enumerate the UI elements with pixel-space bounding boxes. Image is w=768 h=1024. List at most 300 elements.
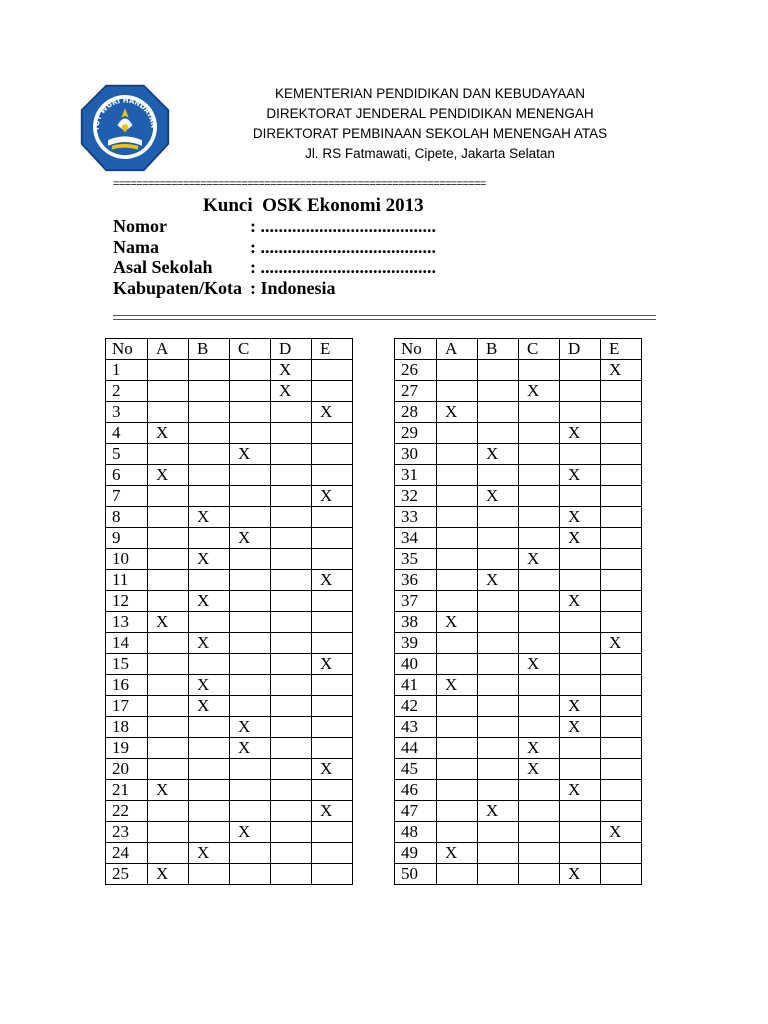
ministry-logo: [78, 80, 172, 174]
answer-cell: [437, 381, 478, 402]
answer-mark: X: [189, 591, 230, 612]
column-header: D: [560, 339, 601, 360]
table-row: [395, 423, 642, 444]
table-row: [395, 675, 642, 696]
answer-cell: [437, 633, 478, 654]
answer-cell: [601, 675, 642, 696]
answer-cell: [601, 780, 642, 801]
answer-cell: [271, 843, 312, 864]
answer-mark: X: [560, 864, 601, 885]
answer-mark: X: [189, 507, 230, 528]
answer-cell: [271, 549, 312, 570]
answer-mark: X: [560, 780, 601, 801]
answer-cell: [312, 612, 353, 633]
answer-cell: [230, 402, 271, 423]
answer-cell: [271, 507, 312, 528]
column-header: No: [395, 339, 437, 360]
answer-cell: [437, 507, 478, 528]
answer-cell: [519, 444, 560, 465]
answer-mark: X: [230, 528, 271, 549]
table-row: [106, 612, 353, 633]
answer-cell: [312, 633, 353, 654]
answer-cell: [601, 801, 642, 822]
question-number: 20: [106, 759, 148, 780]
question-number: 34: [395, 528, 437, 549]
answer-cell: [230, 591, 271, 612]
answer-cell: [189, 738, 230, 759]
answer-cell: [601, 402, 642, 423]
answer-cell: [519, 528, 560, 549]
answer-mark: X: [560, 717, 601, 738]
answer-cell: [519, 864, 560, 885]
table-row: [395, 549, 642, 570]
answer-cell: [478, 528, 519, 549]
table-row: [395, 507, 642, 528]
answer-cell: [519, 465, 560, 486]
letterhead-directorate-general: DIREKTORAT JENDERAL PENDIDIKAN MENENGAH: [266, 106, 594, 121]
question-number: 3: [106, 402, 148, 423]
table-row: [106, 822, 353, 843]
answer-cell: [478, 717, 519, 738]
table-row: [106, 738, 353, 759]
question-number: 36: [395, 570, 437, 591]
answer-cell: [148, 591, 189, 612]
answer-cell: [437, 570, 478, 591]
answer-table-right: [394, 338, 642, 885]
answer-cell: [271, 696, 312, 717]
answer-cell: [519, 486, 560, 507]
answer-cell: [560, 801, 601, 822]
answer-cell: [601, 591, 642, 612]
column-header: C: [230, 339, 271, 360]
question-number: 6: [106, 465, 148, 486]
table-row: [106, 864, 353, 885]
answer-cell: [230, 780, 271, 801]
info-label: Kabupaten/Kota: [113, 277, 243, 298]
answer-cell: [478, 591, 519, 612]
answer-cell: [312, 675, 353, 696]
answer-cell: [560, 360, 601, 381]
answer-mark: X: [437, 843, 478, 864]
answer-cell: [478, 612, 519, 633]
question-number: 12: [106, 591, 148, 612]
info-row-asal-sekolah: [113, 257, 436, 278]
answer-cell: [478, 423, 519, 444]
answer-cell: [601, 444, 642, 465]
answer-mark: X: [478, 444, 519, 465]
answer-mark: X: [312, 654, 353, 675]
answer-cell: [437, 780, 478, 801]
question-number: 5: [106, 444, 148, 465]
question-number: 49: [395, 843, 437, 864]
answer-cell: [189, 717, 230, 738]
question-number: 19: [106, 738, 148, 759]
answer-mark: X: [230, 444, 271, 465]
answer-cell: [560, 486, 601, 507]
answer-cell: [271, 780, 312, 801]
answer-cell: [148, 633, 189, 654]
question-number: 45: [395, 759, 437, 780]
table-row: [395, 360, 642, 381]
answer-cell: [148, 843, 189, 864]
table-row: [395, 696, 642, 717]
answer-cell: [271, 570, 312, 591]
answer-cell: [601, 570, 642, 591]
info-value: : .......................................: [250, 257, 436, 277]
answer-mark: X: [560, 528, 601, 549]
table-row: [106, 717, 353, 738]
info-value: : Indonesia: [250, 277, 336, 298]
answer-cell: [148, 822, 189, 843]
info-label: Nomor: [113, 216, 167, 236]
answer-cell: [189, 612, 230, 633]
answer-mark: X: [148, 864, 189, 885]
answer-mark: X: [312, 486, 353, 507]
answer-cell: [271, 465, 312, 486]
answer-cell: [437, 864, 478, 885]
table-row: [395, 654, 642, 675]
answer-cell: [230, 360, 271, 381]
table-row: [395, 843, 642, 864]
answer-cell: [437, 528, 478, 549]
info-label: Nama: [113, 236, 159, 257]
table-row: [106, 402, 353, 423]
answer-cell: [271, 654, 312, 675]
answer-cell: [478, 864, 519, 885]
info-row-kabupaten: [113, 278, 436, 299]
answer-cell: [189, 486, 230, 507]
letterhead-directorate: DIREKTORAT PEMBINAAN SEKOLAH MENENGAH ATAS: [252, 126, 608, 141]
answer-cell: [312, 444, 353, 465]
answer-mark: X: [189, 696, 230, 717]
tut-wuri-handayani-emblem-icon: [78, 80, 172, 174]
answer-cell: [312, 717, 353, 738]
answer-mark: X: [312, 801, 353, 822]
answer-mark: X: [560, 507, 601, 528]
table-row: [106, 654, 353, 675]
answer-cell: [437, 465, 478, 486]
question-number: 28: [395, 402, 437, 423]
answer-cell: [189, 465, 230, 486]
answer-cell: [478, 507, 519, 528]
answer-cell: [189, 570, 230, 591]
table-row: [395, 612, 642, 633]
table-row: [395, 486, 642, 507]
column-header: B: [478, 339, 519, 360]
question-number: 37: [395, 591, 437, 612]
answer-cell: [312, 465, 353, 486]
answer-cell: [189, 360, 230, 381]
table-row: [106, 360, 353, 381]
answer-cell: [560, 612, 601, 633]
answer-cell: [230, 507, 271, 528]
column-header: B: [189, 339, 230, 360]
answer-cell: [271, 759, 312, 780]
answer-cell: [437, 591, 478, 612]
question-number: 48: [395, 822, 437, 843]
table-row: [106, 780, 353, 801]
question-number: 50: [395, 864, 437, 885]
answer-cell: [560, 843, 601, 864]
answer-cell: [271, 675, 312, 696]
answer-cell: [519, 423, 560, 444]
answer-cell: [312, 528, 353, 549]
answer-cell: [148, 486, 189, 507]
table-row: [395, 528, 642, 549]
table-row: [395, 381, 642, 402]
answer-cell: [148, 654, 189, 675]
question-number: 46: [395, 780, 437, 801]
logo-motto-text: TUT WURI HANDAYAN: [92, 96, 158, 132]
answer-cell: [560, 381, 601, 402]
question-number: 39: [395, 633, 437, 654]
answer-mark: X: [560, 423, 601, 444]
answer-cell: [437, 654, 478, 675]
answer-cell: [189, 528, 230, 549]
question-number: 29: [395, 423, 437, 444]
answer-mark: X: [560, 696, 601, 717]
answer-cell: [189, 780, 230, 801]
answer-cell: [312, 738, 353, 759]
answer-cell: [148, 759, 189, 780]
info-label: Asal Sekolah: [113, 257, 213, 277]
answer-cell: [189, 402, 230, 423]
answer-mark: X: [437, 675, 478, 696]
question-number: 17: [106, 696, 148, 717]
table-row: [106, 423, 353, 444]
answer-mark: X: [148, 612, 189, 633]
answer-cell: [601, 381, 642, 402]
answer-cell: [312, 843, 353, 864]
table-row: [395, 444, 642, 465]
answer-cell: [519, 507, 560, 528]
answer-mark: X: [148, 780, 189, 801]
answer-cell: [230, 612, 271, 633]
answer-mark: X: [230, 717, 271, 738]
answer-cell: [601, 696, 642, 717]
question-number: 30: [395, 444, 437, 465]
answer-cell: [601, 465, 642, 486]
table-row: [106, 759, 353, 780]
table-row: [106, 381, 353, 402]
answer-cell: [189, 801, 230, 822]
answer-cell: [478, 843, 519, 864]
answer-cell: [519, 822, 560, 843]
table-row: [106, 444, 353, 465]
answer-cell: [271, 717, 312, 738]
question-number: 10: [106, 549, 148, 570]
answer-cell: [519, 591, 560, 612]
answer-cell: [148, 444, 189, 465]
question-number: 24: [106, 843, 148, 864]
answer-mark: X: [148, 423, 189, 444]
answer-cell: [560, 738, 601, 759]
question-number: 41: [395, 675, 437, 696]
table-row: [106, 549, 353, 570]
answer-cell: [312, 360, 353, 381]
answer-cell: [519, 360, 560, 381]
question-number: 14: [106, 633, 148, 654]
answer-mark: X: [478, 486, 519, 507]
question-number: 21: [106, 780, 148, 801]
answer-cell: [230, 465, 271, 486]
answer-cell: [148, 801, 189, 822]
answer-cell: [478, 696, 519, 717]
answer-mark: X: [519, 738, 560, 759]
answer-mark: X: [312, 402, 353, 423]
answer-mark: X: [437, 612, 478, 633]
answer-cell: [478, 654, 519, 675]
info-row-nomor: [113, 216, 436, 237]
answer-cell: [437, 696, 478, 717]
column-header: E: [312, 339, 353, 360]
double-divider: [113, 315, 656, 320]
answer-cell: [230, 570, 271, 591]
table-row: [395, 801, 642, 822]
answer-cell: [437, 549, 478, 570]
answer-cell: [148, 402, 189, 423]
question-number: 13: [106, 612, 148, 633]
answer-cell: [601, 654, 642, 675]
table-row: [106, 591, 353, 612]
column-header: E: [601, 339, 642, 360]
answer-mark: X: [230, 822, 271, 843]
table-header-row: [395, 339, 642, 360]
letterhead-ministry: KEMENTERIAN PENDIDIKAN DAN KEBUDAYAAN: [274, 86, 586, 101]
question-number: 9: [106, 528, 148, 549]
question-number: 23: [106, 822, 148, 843]
answer-cell: [230, 381, 271, 402]
table-row: [106, 570, 353, 591]
answer-cell: [519, 633, 560, 654]
column-header: A: [437, 339, 478, 360]
table-row: [106, 801, 353, 822]
table-row: [395, 759, 642, 780]
table-row: [395, 822, 642, 843]
answer-cell: [519, 843, 560, 864]
answer-cell: [519, 717, 560, 738]
answer-cell: [312, 591, 353, 612]
table-row: [395, 780, 642, 801]
table-row: [106, 507, 353, 528]
answer-cell: [478, 465, 519, 486]
answer-mark: X: [519, 549, 560, 570]
answer-cell: [189, 654, 230, 675]
separator-line: ================================================================: [113, 178, 486, 190]
answer-cell: [437, 801, 478, 822]
answer-cell: [519, 801, 560, 822]
answer-mark: X: [478, 570, 519, 591]
answer-cell: [230, 759, 271, 780]
answer-cell: [230, 549, 271, 570]
answer-cell: [478, 780, 519, 801]
question-number: 8: [106, 507, 148, 528]
table-row: [106, 843, 353, 864]
answer-mark: X: [519, 759, 560, 780]
answer-cell: [230, 843, 271, 864]
table-row: [395, 570, 642, 591]
letterhead-address: Jl. RS Fatmawati, Cipete, Jakarta Selatan: [305, 146, 555, 161]
answer-mark: X: [148, 465, 189, 486]
answer-cell: [601, 759, 642, 780]
answer-cell: [601, 612, 642, 633]
answer-cell: [560, 759, 601, 780]
answer-cell: [148, 381, 189, 402]
answer-cell: [437, 822, 478, 843]
answer-cell: [148, 528, 189, 549]
table-row: [395, 864, 642, 885]
answer-cell: [189, 759, 230, 780]
answer-cell: [519, 570, 560, 591]
question-number: 31: [395, 465, 437, 486]
answer-cell: [271, 822, 312, 843]
answer-cell: [437, 759, 478, 780]
answer-cell: [478, 549, 519, 570]
question-number: 22: [106, 801, 148, 822]
answer-cell: [601, 549, 642, 570]
answer-mark: X: [189, 675, 230, 696]
answer-cell: [478, 759, 519, 780]
answer-cell: [271, 612, 312, 633]
answer-cell: [189, 423, 230, 444]
answer-cell: [230, 801, 271, 822]
question-number: 27: [395, 381, 437, 402]
answer-cell: [148, 675, 189, 696]
question-number: 25: [106, 864, 148, 885]
column-header: C: [519, 339, 560, 360]
answer-mark: X: [437, 402, 478, 423]
question-number: 1: [106, 360, 148, 381]
question-number: 18: [106, 717, 148, 738]
answer-cell: [230, 696, 271, 717]
answer-cell: [271, 864, 312, 885]
answer-table-left: [105, 338, 353, 885]
answer-cell: [148, 738, 189, 759]
answer-cell: [271, 423, 312, 444]
answer-cell: [312, 864, 353, 885]
column-header: D: [271, 339, 312, 360]
answer-cell: [437, 486, 478, 507]
answer-cell: [519, 675, 560, 696]
table-row: [395, 465, 642, 486]
question-number: 2: [106, 381, 148, 402]
question-number: 35: [395, 549, 437, 570]
answer-cell: [560, 402, 601, 423]
answer-cell: [148, 696, 189, 717]
answer-cell: [601, 528, 642, 549]
question-number: 11: [106, 570, 148, 591]
answer-cell: [560, 822, 601, 843]
answer-cell: [478, 381, 519, 402]
answer-cell: [148, 570, 189, 591]
answer-cell: [560, 570, 601, 591]
table-row: [106, 528, 353, 549]
answer-cell: [312, 696, 353, 717]
answer-cell: [478, 822, 519, 843]
answer-mark: X: [271, 360, 312, 381]
answer-cell: [560, 549, 601, 570]
answer-cell: [271, 402, 312, 423]
answer-cell: [478, 360, 519, 381]
question-number: 7: [106, 486, 148, 507]
answer-cell: [271, 738, 312, 759]
answer-mark: X: [312, 759, 353, 780]
answer-mark: X: [271, 381, 312, 402]
table-row: [106, 486, 353, 507]
answer-cell: [312, 780, 353, 801]
answer-mark: X: [519, 654, 560, 675]
answer-cell: [478, 633, 519, 654]
